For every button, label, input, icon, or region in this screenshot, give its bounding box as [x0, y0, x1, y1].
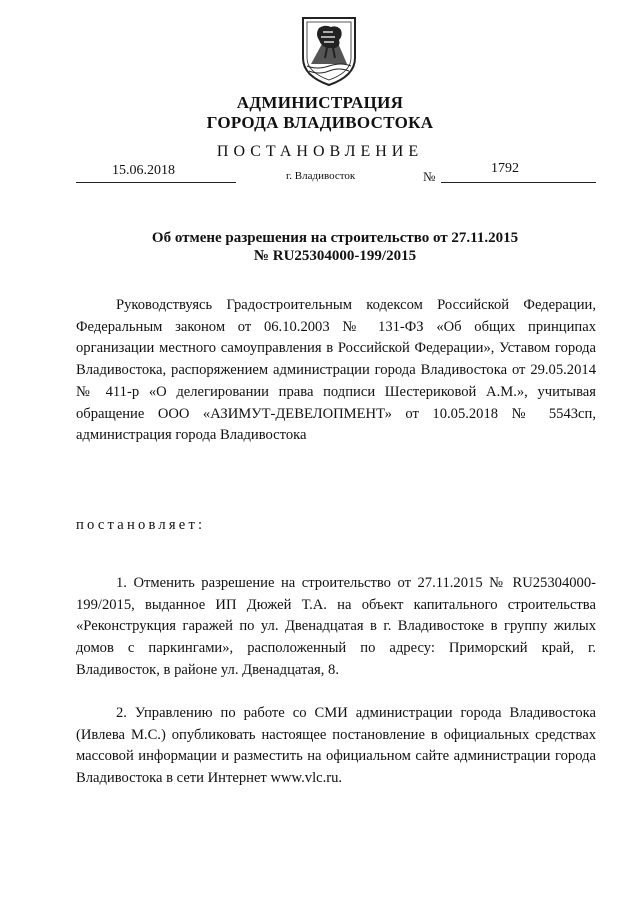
- org-title-line2: ГОРОДА ВЛАДИВОСТОКА: [206, 113, 434, 132]
- resolution-item-2: 2. Управлению по работе со СМИ администрации города Владивостока (Ивлева М.С.) опубликовать настоящее постановление в официальных средствах массовой информации и разместить на официальном сайте администрации города Владивостока в сети Интернет www.vlc.ru.: [76, 705, 596, 787]
- preamble-paragraph: Руководствуясь Градостроительным кодексом Российской Федерации, Федеральным законом от 06.10.2003 № 131-ФЗ «Об общих принципах организации местного самоуправления в Российской Федерации», Уставом города Владивостока, распоряжением администрации города Владивостока от 29.05.2014 № 411-р «О делегировании права подписи Шестериковой А.М.», учитывая обращение ООО «АЗИМУТ-ДЕВЕЛОПМЕНТ» от 10.05.2018 № 5543сп, администрация города Владивостока: [76, 297, 596, 444]
- coat-of-arms-emblem: [297, 14, 361, 88]
- org-title-line1: АДМИНИСТРАЦИЯ: [236, 93, 404, 112]
- resolution-item-1: 1. Отменить разрешение на строительство от 27.11.2015 № RU25304000-199/2015, выданное ИП Дюжей Т.А. на объект капитального строительства «Реконструкция гаражей по ул. Двенадцатая в г. Владивостоке в группу жилых домов с паркингами», расположенный по адресу: Приморский край, г. Владивосток, в районе ул. Двенадцатая, 8.: [76, 575, 596, 678]
- document-title-line2: № RU25304000-199/2015: [253, 248, 417, 264]
- document-city: г. Владивосток: [286, 170, 356, 182]
- document-title-line1: Об отмене разрешения на строительство от 27.11.2015: [151, 230, 519, 246]
- document-type: ПОСТАНОВЛЕНИЕ: [216, 143, 424, 160]
- document-number: 1792: [491, 161, 519, 176]
- number-sign: №: [423, 169, 436, 184]
- number-underline: [441, 182, 596, 183]
- resolves-label: постановляет:: [76, 517, 206, 533]
- document-date: 15.06.2018: [112, 163, 175, 178]
- date-underline: [76, 182, 236, 183]
